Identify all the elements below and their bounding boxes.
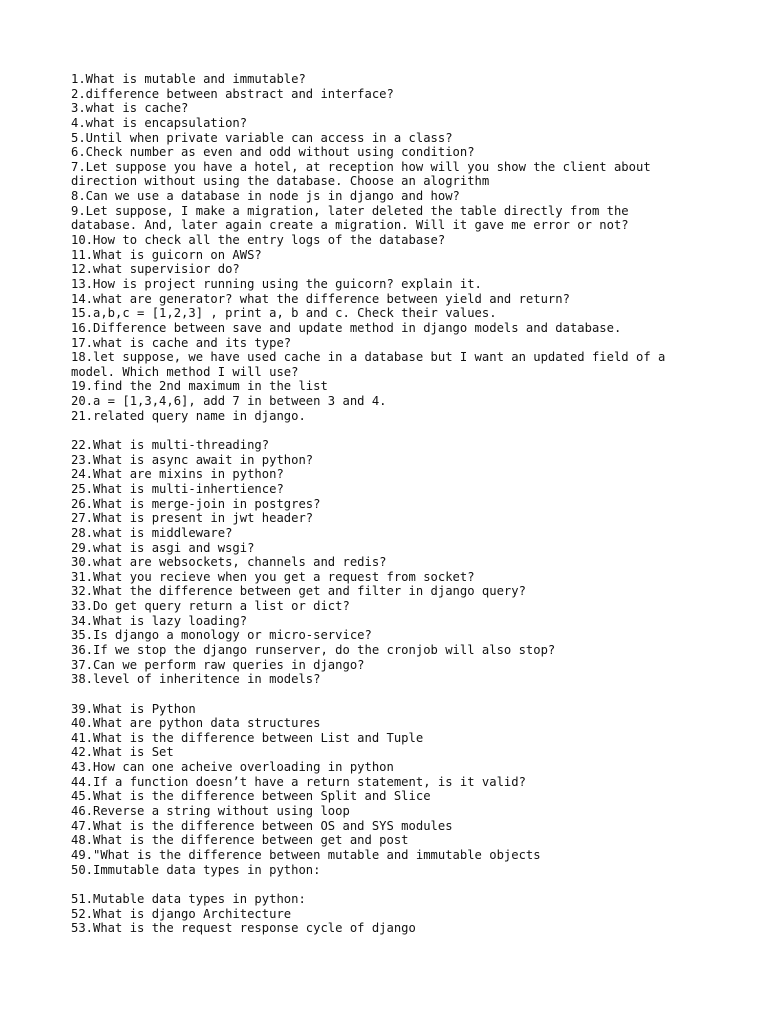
question-line: 32.What the difference between get and filter in django query? xyxy=(71,584,526,599)
question-item xyxy=(71,892,696,907)
question-item xyxy=(71,189,696,204)
section-gap xyxy=(71,423,696,438)
question-item xyxy=(71,379,696,394)
question-item xyxy=(71,306,696,321)
question-item xyxy=(71,336,696,351)
question-item xyxy=(71,321,696,336)
question-line: direction without using the database. Choose an alogrithm xyxy=(71,174,490,189)
question-item xyxy=(71,277,696,292)
question-line: 10.How to check all the entry logs of the database? xyxy=(71,233,446,248)
question-line: 52.What is django Architecture xyxy=(71,906,292,921)
question-line: 34.What is lazy loading? xyxy=(71,613,248,628)
question-line: 18.let suppose, we have used cache in a database but I want an updated field of a xyxy=(71,350,666,365)
question-line: 53.What is the request response cycle of django xyxy=(71,921,416,936)
question-item xyxy=(71,262,696,277)
question-line: model. Which method I will use? xyxy=(71,364,299,379)
question-line: 41.What is the difference between List and Tuple xyxy=(71,730,424,745)
question-line: 42.What is Set xyxy=(71,745,174,760)
question-line: 28.what is middleware? xyxy=(71,525,233,540)
question-item xyxy=(71,804,696,819)
question-item xyxy=(71,775,696,790)
question-item xyxy=(71,394,696,409)
question-item xyxy=(71,921,696,936)
question-line: 17.what is cache and its type? xyxy=(71,335,292,350)
question-item xyxy=(71,702,696,717)
question-item xyxy=(71,570,696,585)
question-item xyxy=(71,555,696,570)
question-line: 37.Can we perform raw queries in django? xyxy=(71,657,365,672)
question-item xyxy=(71,292,696,307)
question-line: 38.level of inheritence in models? xyxy=(71,672,321,687)
question-item xyxy=(71,497,696,512)
question-line: 35.Is django a monology or micro-service? xyxy=(71,628,372,643)
question-item xyxy=(71,453,696,468)
question-item xyxy=(71,350,696,379)
question-line: 2.difference between abstract and interface? xyxy=(71,86,394,101)
question-item xyxy=(71,731,696,746)
question-line: 7.Let suppose you have a hotel, at reception how will you show the client about xyxy=(71,159,651,174)
question-line: 16.Difference between save and update method in django models and database. xyxy=(71,320,622,335)
question-line: 43.How can one acheive overloading in python xyxy=(71,760,394,775)
question-line: 12.what supervisior do? xyxy=(71,262,240,277)
question-item xyxy=(71,101,696,116)
section-gap xyxy=(71,687,696,702)
question-line: 30.what are websockets, channels and redis? xyxy=(71,555,387,570)
question-item xyxy=(71,116,696,131)
question-line: 25.What is multi-inhertience? xyxy=(71,481,284,496)
section-gap xyxy=(71,877,696,892)
question-line: 48.What is the difference between get and post xyxy=(71,833,409,848)
question-line: 44.If a function doesn’t have a return statement, is it valid? xyxy=(71,774,526,789)
question-line: 15.a,b,c = [1,2,3] , print a, b and c. Check their values. xyxy=(71,306,497,321)
question-line: 36.If we stop the django runserver, do the cronjob will also stop? xyxy=(71,642,556,657)
question-item xyxy=(71,672,696,687)
question-line: 26.What is merge-join in postgres? xyxy=(71,496,321,511)
question-line: 1.What is mutable and immutable? xyxy=(71,72,306,86)
question-item xyxy=(71,131,696,146)
question-item xyxy=(71,614,696,629)
question-item xyxy=(71,409,696,424)
question-item xyxy=(71,511,696,526)
question-line: 21.related query name in django. xyxy=(71,408,306,423)
question-line: 14.what are generator? what the difference between yield and return? xyxy=(71,291,570,306)
question-item xyxy=(71,526,696,541)
question-item xyxy=(71,87,696,102)
question-line: 5.Until when private variable can access in a class? xyxy=(71,130,453,145)
question-line: 13.How is project running using the guicorn? explain it. xyxy=(71,276,482,291)
question-line: 3.what is cache? xyxy=(71,101,189,116)
question-line: 6.Check number as even and odd without using condition? xyxy=(71,145,475,160)
question-line: 29.what is asgi and wsgi? xyxy=(71,540,255,555)
question-item xyxy=(71,72,696,87)
question-item xyxy=(71,204,696,233)
question-item xyxy=(71,248,696,263)
question-item xyxy=(71,819,696,834)
question-line: database. And, later again create a migration. Will it gave me error or not? xyxy=(71,218,629,233)
question-line: 8.Can we use a database in node js in django and how? xyxy=(71,189,460,204)
question-item xyxy=(71,907,696,922)
question-item xyxy=(71,599,696,614)
question-item xyxy=(71,863,696,878)
question-line: 40.What are python data structures xyxy=(71,716,321,731)
question-line: 19.find the 2nd maximum in the list xyxy=(71,379,328,394)
question-item xyxy=(71,482,696,497)
question-item xyxy=(71,160,696,189)
question-line: 46.Reverse a string without using loop xyxy=(71,804,350,819)
question-item xyxy=(71,789,696,804)
question-item xyxy=(71,584,696,599)
question-line: 49."What is the difference between mutable and immutable objects xyxy=(71,847,541,862)
question-line: 51.Mutable data types in python: xyxy=(71,891,306,906)
question-item xyxy=(71,643,696,658)
question-line: 31.What you recieve when you get a request from socket? xyxy=(71,569,475,584)
question-item xyxy=(71,233,696,248)
question-line: 4.what is encapsulation? xyxy=(71,115,248,130)
question-item xyxy=(71,628,696,643)
question-line: 39.What is Python xyxy=(71,701,196,716)
question-item xyxy=(71,467,696,482)
question-line: 23.What is async await in python? xyxy=(71,452,314,467)
question-item xyxy=(71,716,696,731)
question-item xyxy=(71,438,696,453)
question-line: 24.What are mixins in python? xyxy=(71,467,284,482)
question-line: 11.What is guicorn on AWS? xyxy=(71,247,262,262)
question-item xyxy=(71,848,696,863)
question-item xyxy=(71,760,696,775)
question-item xyxy=(71,145,696,160)
question-line: 20.a = [1,3,4,6], add 7 in between 3 and 4. xyxy=(71,394,387,409)
question-item xyxy=(71,541,696,556)
question-line: 22.What is multi-threading? xyxy=(71,438,270,453)
question-item xyxy=(71,745,696,760)
question-line: 27.What is present in jwt header? xyxy=(71,511,314,526)
question-line: 9.Let suppose, I make a migration, later deleted the table directly from the xyxy=(71,203,629,218)
question-item xyxy=(71,833,696,848)
question-item xyxy=(71,658,696,673)
question-line: 50.Immutable data types in python: xyxy=(71,862,321,877)
question-list xyxy=(71,72,696,936)
question-line: 47.What is the difference between OS and SYS modules xyxy=(71,818,453,833)
question-line: 33.Do get query return a list or dict? xyxy=(71,599,350,614)
question-line: 45.What is the difference between Split and Slice xyxy=(71,789,431,804)
